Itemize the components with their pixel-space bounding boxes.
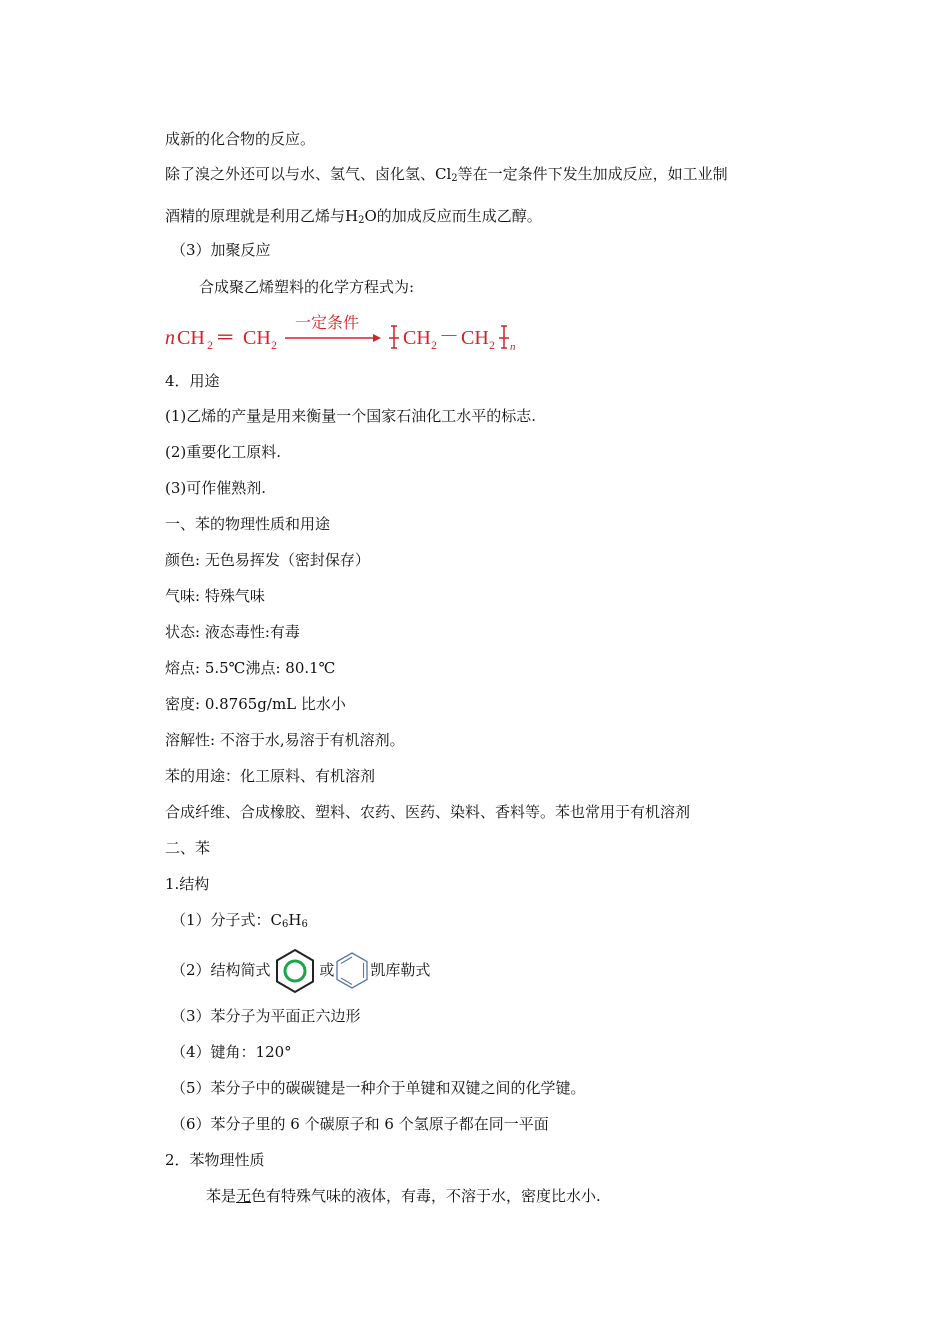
- physical-description: 苯是无色有特殊气味的液体，有毒，不溶于水，密度比水小.: [206, 1187, 601, 1205]
- benzene-props-heading: 一、苯的物理性质和用途: [165, 515, 331, 533]
- eq-dash: －: [439, 326, 459, 348]
- eq-sub-4: 2: [489, 338, 495, 352]
- physical-heading: 2．苯物理性质: [165, 1151, 265, 1169]
- prop-density: 密度: 0.8765g/mL 比水小: [165, 695, 346, 713]
- prop-state: 状态: 液态毒性:有毒: [165, 623, 300, 641]
- eq-sub-1: 2: [207, 338, 213, 352]
- heading-polymerization: （3）加聚反应: [171, 241, 271, 259]
- eq-subscript-n: n: [510, 341, 516, 353]
- eq-condition: 一定条件: [295, 315, 360, 332]
- or-text: 或: [319, 961, 335, 979]
- polymerization-equation: [163, 314, 533, 354]
- structure-heading: 1.结构: [165, 875, 210, 893]
- paragraph-addition-line-2: 酒精的原理就是利用乙烯与$H_2O$的加成反应而生成乙醇。: [165, 207, 542, 226]
- eq-ch-3: CH: [403, 327, 431, 349]
- prop-uses: 苯的用途：化工原料、有机溶剂: [165, 767, 376, 785]
- structure-coplanar: （6）苯分子里的 6 个碳原子和 6 个氢原子都在同一平面: [171, 1115, 549, 1133]
- uses-heading: 4．用途: [165, 372, 220, 390]
- structure-angle: （4）键角：120°: [171, 1043, 292, 1061]
- use-item-1: (1)乙烯的产量是用来衡量一个国家石油化工水平的标志.: [165, 407, 537, 425]
- eq-sub-2: 2: [271, 338, 277, 352]
- paragraph-addition-line-1: 除了溴之外还可以与水、氢气、卤化氢、$Cl_2$等在一定条件下发生加成反应，如工业制: [165, 165, 728, 184]
- eq-bracket-right: [499, 326, 509, 348]
- eq-ch-1: CH: [177, 327, 205, 349]
- eq-ch-2: CH: [243, 327, 271, 349]
- prop-uses-detail: 合成纤维、合成橡胶、塑料、农药、医药、染料、香料等。苯也常用于有机溶剂: [165, 803, 691, 821]
- kekule-benzene-icon: [334, 949, 370, 993]
- prop-odor: 气味: 特殊气味: [165, 587, 265, 605]
- section-benzene-heading: 二、苯: [165, 839, 211, 857]
- prop-melting-boiling: 熔点: 5.5℃沸点: 80.1℃: [165, 659, 336, 677]
- eq-ch-4: CH: [461, 327, 489, 349]
- use-item-2: (2)重要化工原料.: [165, 443, 282, 461]
- eq-sub-3: 2: [431, 338, 437, 352]
- structure-planar: （3）苯分子为平面正六边形: [171, 1007, 361, 1025]
- eq-arrow-head: [373, 334, 381, 342]
- prop-solubility: 溶解性: 不溶于水,易溶于有机溶剂。: [165, 731, 405, 749]
- structure-formula: （1）分子式：$C_6H_6$: [171, 911, 308, 930]
- eq-double-bond: ═: [218, 326, 233, 348]
- benzene-ring-icon: [271, 947, 319, 995]
- polymer-intro: 合成聚乙烯塑料的化学方程式为:: [199, 278, 415, 296]
- prop-color: 颜色: 无色易挥发（密封保存）: [165, 551, 370, 569]
- eq-n: n: [165, 327, 175, 349]
- paragraph-intro-end: 成新的化合物的反应。: [165, 130, 316, 148]
- structure-simple: （2）结构简式 或 凯库勒式: [171, 946, 430, 994]
- use-item-3: (3)可作催熟剂.: [165, 479, 267, 497]
- kekule-text: 凯库勒式: [370, 961, 431, 979]
- eq-bracket-left: [389, 326, 399, 348]
- structure-bond: （5）苯分子中的碳碳键是一种介于单键和双键之间的化学键。: [171, 1079, 586, 1097]
